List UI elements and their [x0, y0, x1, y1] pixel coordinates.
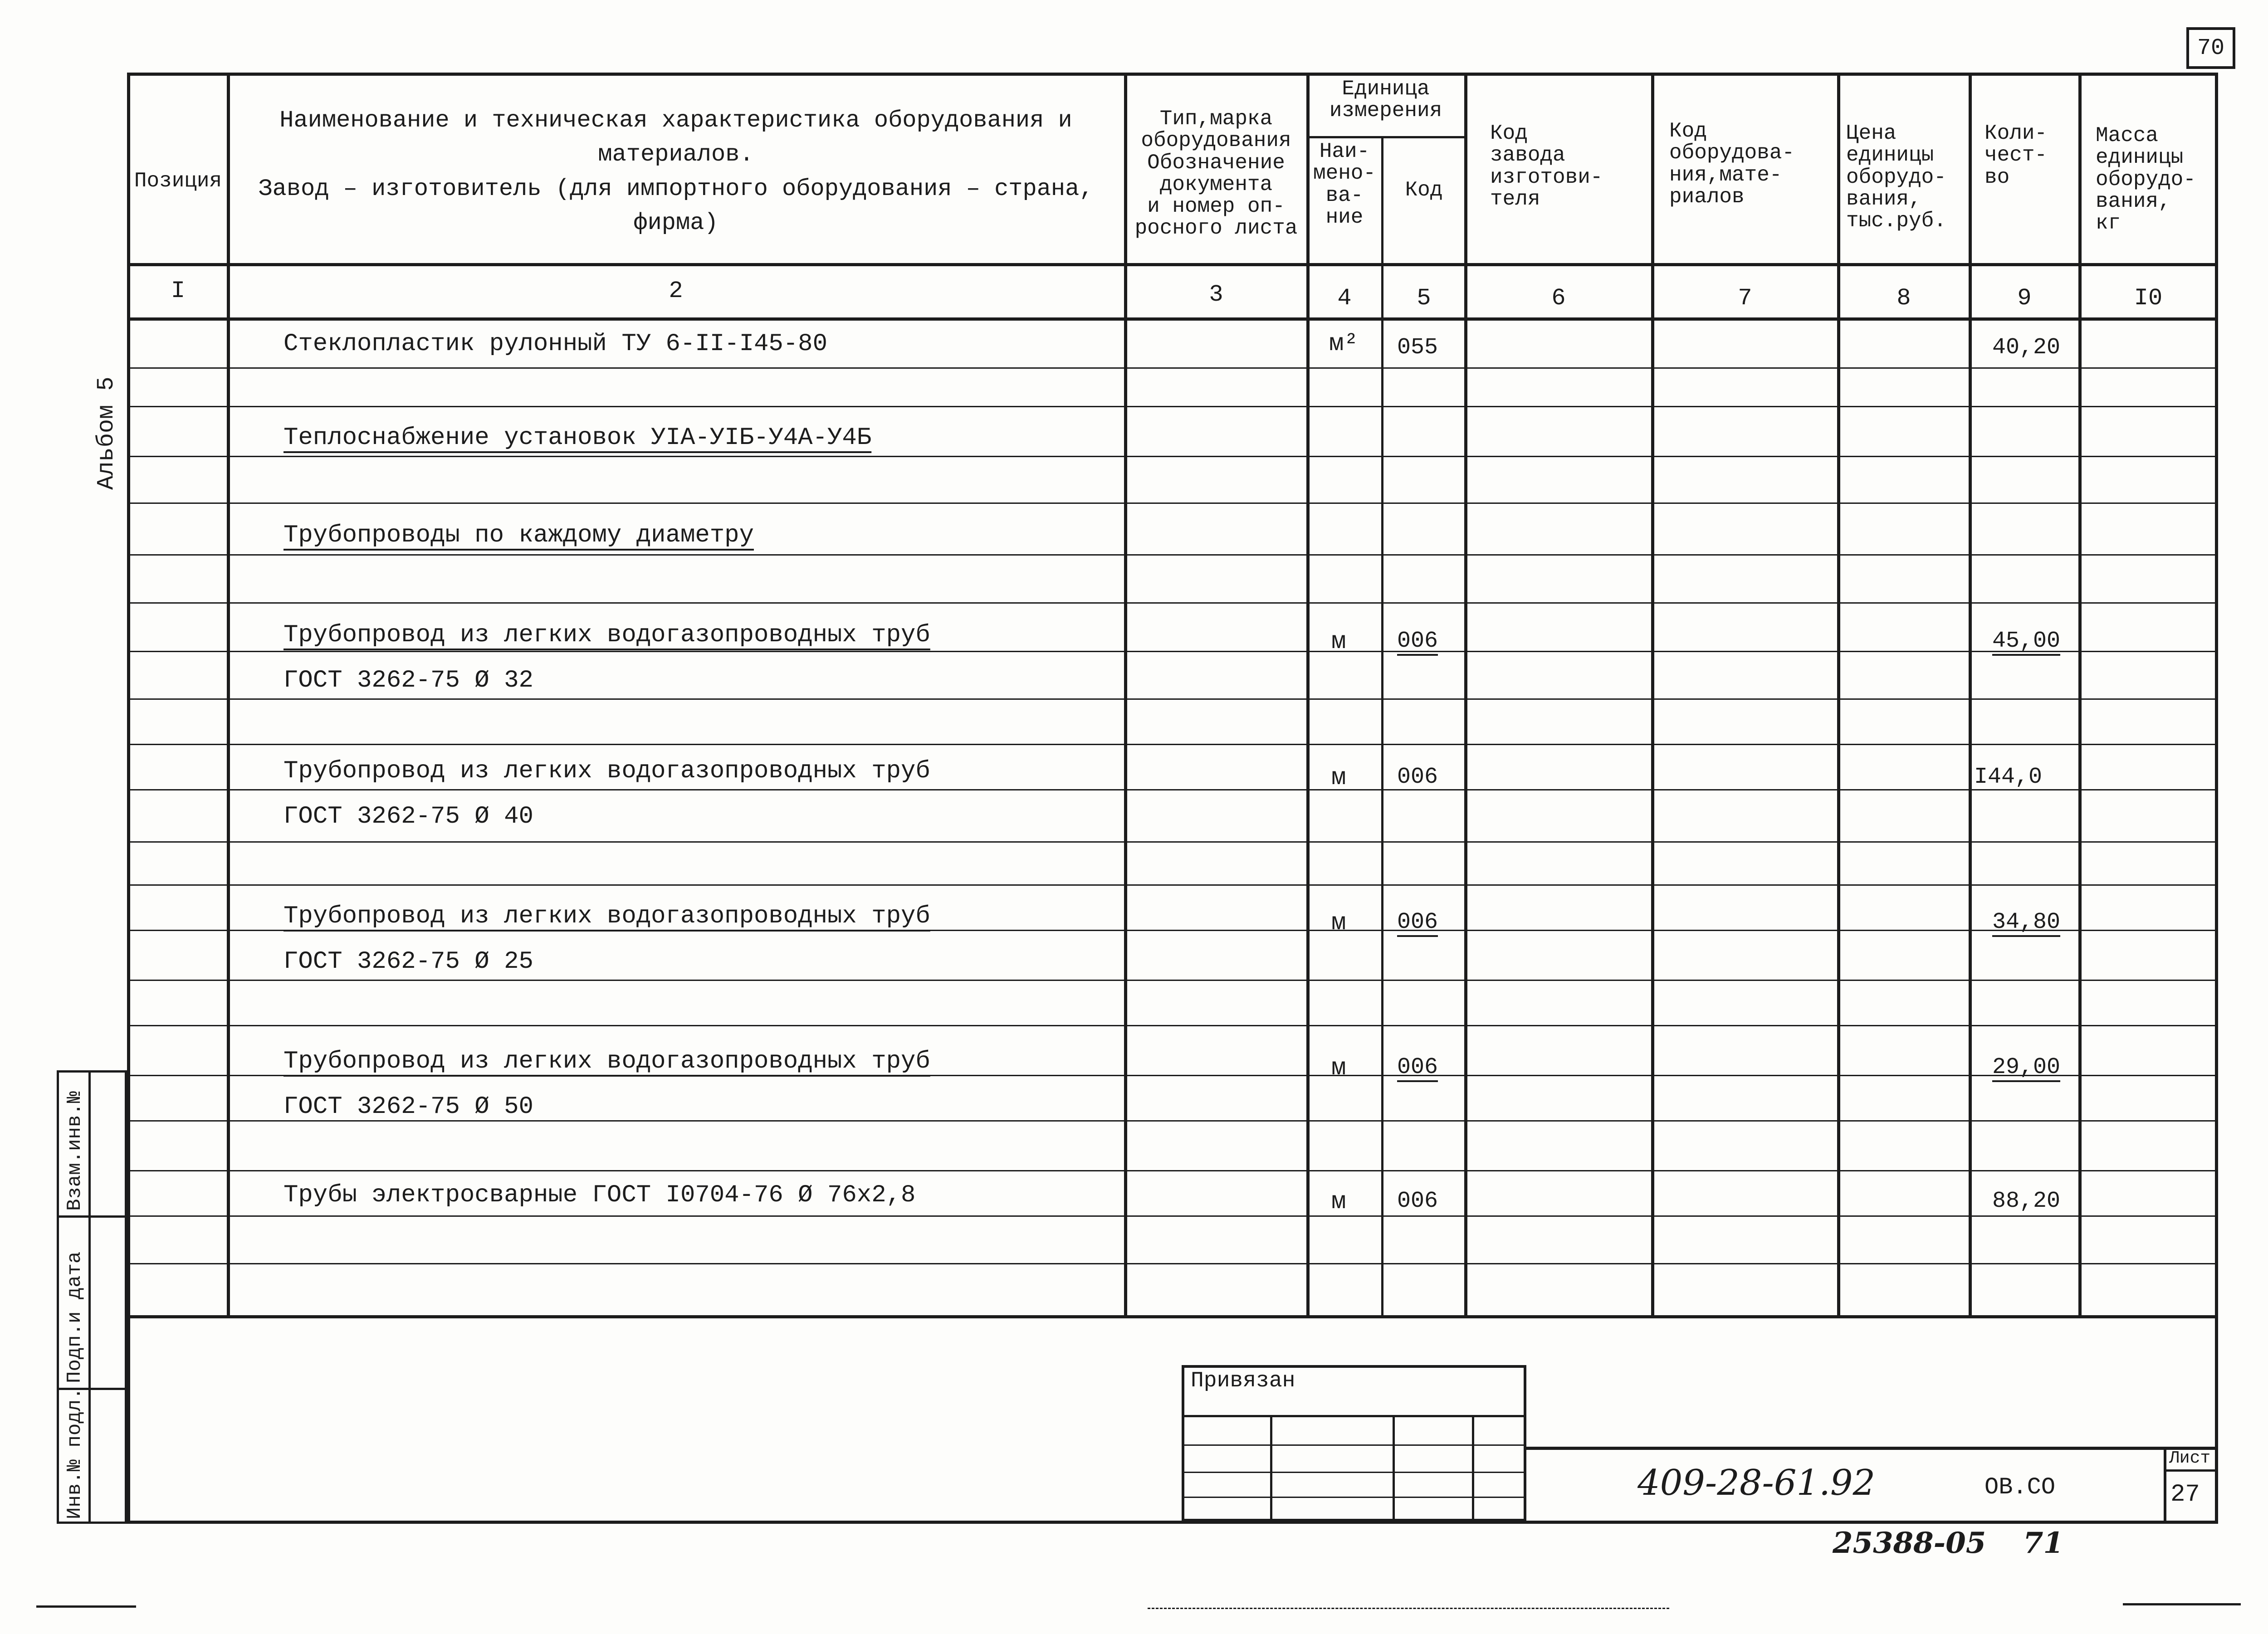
header-plant-l3: изготови- — [1490, 165, 1603, 189]
row-7-name2: ГОСТ 3262-75 Ø 50 — [284, 1093, 533, 1121]
doc-suffix: ОВ.СО — [1984, 1474, 2056, 1501]
header-type-l5: и номер оп- — [1147, 195, 1285, 219]
header-name-line1: Наименование и техническая характеристика оборудования и — [279, 107, 1072, 134]
col-line-5 — [1464, 73, 1467, 1315]
left-strip-replacement: Взам.инв.№ — [64, 1091, 86, 1211]
row-line — [127, 1263, 2218, 1264]
row-4-code: 006 — [1397, 628, 1438, 654]
page-number: 70 — [2197, 35, 2224, 61]
row-line — [127, 884, 2218, 886]
row-6-code: 006 — [1397, 909, 1438, 935]
header-price-l5: тыс.руб. — [1846, 209, 1946, 233]
col-line-6 — [1651, 73, 1654, 1315]
header-name-line4: фирма) — [633, 210, 719, 237]
row-line — [127, 744, 2218, 745]
header-plant-l2: завода — [1490, 143, 1565, 167]
col-line-4 — [1381, 136, 1383, 1315]
left-strip-original-inventory: Инв.№ подл. — [64, 1387, 86, 1519]
header-plant-l1: Код — [1490, 122, 1528, 145]
stamp-col-line — [1393, 1415, 1395, 1522]
header-bottom-line — [127, 263, 2218, 266]
header-equip-l1: Код — [1669, 119, 1707, 143]
doc-number: 409-28-61.92 — [1637, 1463, 1876, 1503]
row-4-qty: 45,00 — [1992, 628, 2061, 654]
row-line — [127, 1170, 2218, 1171]
column-number-10: I0 — [2134, 285, 2163, 312]
row-7-name: Трубопровод из легких водогазопроводных труб — [284, 1048, 930, 1075]
header-unitname-l4: ние — [1325, 205, 1364, 229]
header-position: Позиция — [134, 169, 222, 193]
stamp-line — [1182, 1472, 1526, 1473]
row-5-code: 006 — [1397, 764, 1438, 790]
header-name-line2: материалов. — [598, 141, 754, 168]
row-5-name: Трубопровод из легких водогазопроводных труб — [284, 757, 930, 785]
scan-line — [2123, 1603, 2241, 1605]
row-line — [127, 651, 2218, 652]
numbers-bottom-line — [127, 317, 2218, 321]
section-heading-pipes: Трубопроводы по каждому диаметру — [284, 522, 754, 549]
header-name — [229, 103, 1123, 240]
col-line-9 — [2078, 73, 2082, 1315]
header-equip-l4: риалов — [1669, 185, 1745, 209]
footer-page-number: 71 — [2023, 1526, 2064, 1560]
doc-block-top-line — [1526, 1447, 2218, 1450]
stamp-line — [1182, 1444, 1526, 1446]
row-4-name2: ГОСТ 3262-75 Ø 32 — [284, 667, 533, 694]
stamp-line — [1182, 1415, 1526, 1417]
column-number-7: 7 — [1738, 285, 1752, 312]
row-7-unit: м — [1331, 1054, 1346, 1082]
header-unit-name — [1308, 141, 1381, 228]
row-line — [127, 1025, 2218, 1026]
scan-line — [1148, 1608, 1669, 1609]
row-5-qty: I44,0 — [1974, 764, 2043, 790]
header-name-line3: Завод – изготовитель (для импортного оборудования – страна, — [258, 175, 1094, 202]
col-line-8 — [1969, 73, 1972, 1315]
stamp-col-line — [1270, 1415, 1272, 1522]
header-price-l1: Цена — [1846, 122, 1897, 145]
header-type-l1: Тип,марка — [1159, 107, 1273, 131]
unit-subheader-line — [1306, 136, 1464, 138]
column-number-4: 4 — [1337, 285, 1352, 312]
row-1-name: Стеклопластик рулонный ТУ 6-II-I45-80 — [284, 330, 827, 358]
scan-line — [36, 1605, 136, 1608]
header-qty-l3: во — [1984, 165, 2010, 189]
page-number-box — [2186, 27, 2235, 69]
header-unit-l2: измерения — [1329, 99, 1442, 123]
header-equip-l2: оборудова- — [1669, 141, 1795, 165]
sheet-number: 27 — [2170, 1481, 2200, 1508]
header-equipment-code — [1669, 120, 1835, 208]
header-mass-l1: Масса — [2096, 124, 2159, 147]
row-line — [127, 406, 2218, 407]
header-mass — [2096, 125, 2216, 234]
row-1-code: 055 — [1397, 335, 1438, 361]
header-plant-code — [1490, 122, 1649, 210]
row-6-unit: м — [1331, 909, 1346, 937]
sheet-box-line — [2164, 1469, 2218, 1472]
left-strip-divider — [88, 1070, 91, 1524]
row-6-qty: 34,80 — [1992, 909, 2061, 935]
row-6-name2: ГОСТ 3262-75 Ø 25 — [284, 948, 533, 976]
section-heading-heat: Теплоснабжение установок УIА-УIБ-У4А-У4Б — [284, 424, 872, 452]
row-line — [127, 456, 2218, 457]
header-type-l2: оборудования — [1141, 129, 1291, 153]
row-line — [127, 980, 2218, 981]
row-5-unit: м — [1331, 764, 1346, 792]
header-price-l2: единицы — [1846, 143, 1934, 167]
header-mass-l4: вания, — [2096, 189, 2171, 213]
header-price — [1846, 122, 1969, 232]
row-line — [127, 554, 2218, 556]
row-7-qty: 29,00 — [1992, 1054, 2061, 1080]
row-line — [127, 1215, 2218, 1217]
left-strip-line — [57, 1215, 127, 1218]
col-line-3 — [1306, 73, 1310, 1315]
column-number-2: 2 — [669, 278, 683, 304]
header-mass-l3: оборудо- — [2096, 167, 2196, 191]
header-unitname-l3: ва- — [1325, 183, 1364, 207]
row-6-name: Трубопровод из легких водогазопроводных труб — [284, 902, 930, 930]
row-4-unit: м — [1331, 628, 1346, 656]
row-line — [127, 602, 2218, 604]
footer-archive-number: 25388-05 — [1833, 1526, 1986, 1560]
header-unitname-l2: мено- — [1313, 161, 1376, 185]
bound-label: Привязан — [1191, 1369, 1295, 1393]
header-price-l3: оборудо- — [1846, 165, 1946, 189]
column-number-5: 5 — [1417, 285, 1431, 312]
row-8-code: 006 — [1397, 1188, 1438, 1214]
header-unit-code: Код — [1405, 178, 1443, 202]
row-8-name: Трубы электросварные ГОСТ I0704-76 Ø 76x2,8 — [284, 1181, 916, 1209]
header-type-l4: документа — [1159, 172, 1273, 196]
col-line-2 — [1124, 73, 1127, 1315]
row-8-qty: 88,20 — [1992, 1188, 2061, 1214]
header-qty-l1: Коли- — [1984, 122, 2048, 145]
row-line — [127, 841, 2218, 843]
header-equip-l3: ния,мате- — [1669, 163, 1782, 187]
row-line — [127, 789, 2218, 790]
row-4-name: Трубопровод из легких водогазопроводных труб — [284, 621, 930, 649]
header-unitname-l1: Наи- — [1319, 140, 1370, 163]
row-1-qty: 40,20 — [1992, 335, 2061, 361]
left-strip-signature-date: Подп.и дата — [64, 1251, 86, 1383]
row-line — [127, 698, 2218, 700]
album-label: Альбом 5 — [93, 376, 120, 490]
col-line-7 — [1837, 73, 1840, 1315]
stamp-line — [1182, 1497, 1526, 1498]
header-mass-l2: единицы — [2096, 146, 2184, 170]
header-type-l6: росного листа — [1134, 216, 1298, 240]
header-qty-l2: чест- — [1984, 143, 2048, 167]
header-unit-group — [1309, 78, 1463, 122]
column-number-1: I — [171, 278, 186, 304]
row-7-code: 006 — [1397, 1054, 1438, 1080]
row-line — [127, 502, 2218, 504]
column-number-6: 6 — [1551, 285, 1566, 312]
column-number-3: 3 — [1209, 281, 1223, 308]
header-price-l4: вания, — [1846, 187, 1921, 211]
row-1-unit: м² — [1329, 330, 1359, 358]
col-line-1 — [227, 73, 230, 1315]
header-plant-l4: теля — [1490, 187, 1540, 211]
header-mass-l5: кг — [2096, 211, 2121, 235]
header-quantity — [1984, 122, 2077, 188]
sheet-label: Лист — [2169, 1449, 2211, 1468]
row-line — [127, 367, 2218, 369]
table-bottom-line — [127, 1315, 2218, 1318]
stamp-col-line — [1472, 1415, 1474, 1522]
header-type-l3: Обозначение — [1147, 151, 1285, 175]
column-number-9: 9 — [2017, 285, 2032, 312]
header-unit-l1: Единица — [1342, 77, 1430, 101]
column-number-8: 8 — [1897, 285, 1911, 312]
row-5-name2: ГОСТ 3262-75 Ø 40 — [284, 803, 533, 830]
header-type — [1126, 108, 1306, 239]
row-8-unit: м — [1331, 1188, 1346, 1216]
